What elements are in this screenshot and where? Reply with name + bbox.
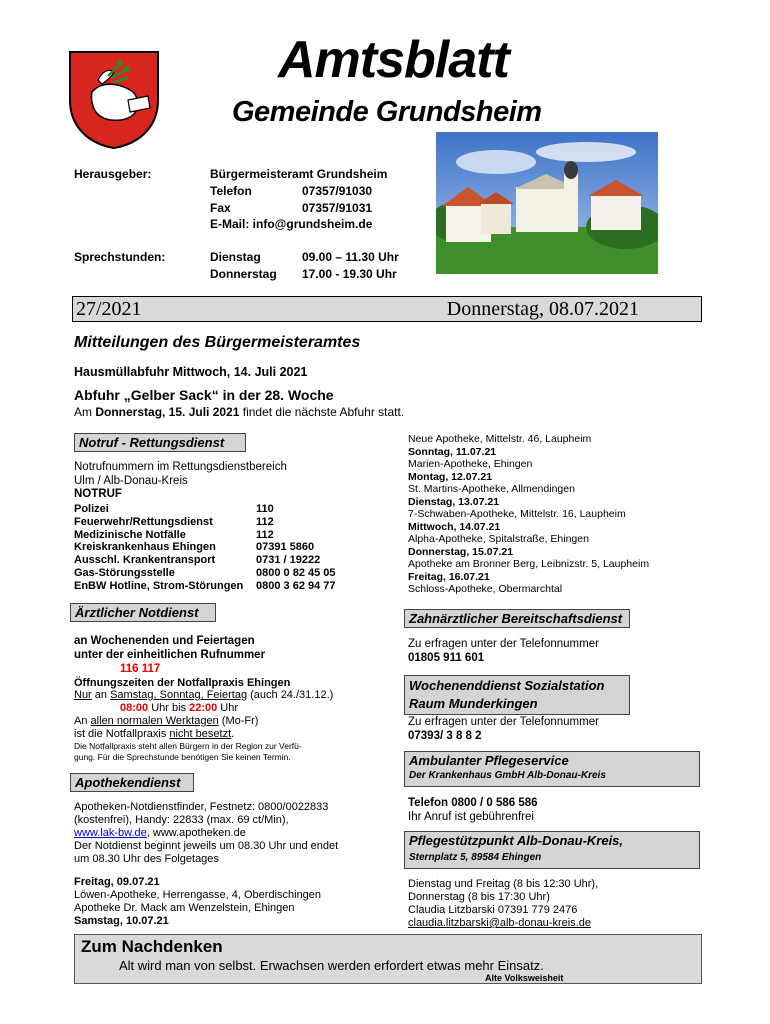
- arzt-line-5: 08:00 Uhr bis 22:00 Uhr: [120, 702, 239, 714]
- arzt-line-6: An allen normalen Werktagen (Mo-Fr): [74, 715, 259, 727]
- email-line: E-Mail: info@grundsheim.de: [210, 217, 373, 231]
- table-row: Medizinische Notfälle 112: [74, 528, 274, 541]
- zahn-number: 01805 911 601: [408, 652, 485, 664]
- hours-day-2: Donnerstag: [210, 267, 277, 281]
- table-row: EnBW Hotline, Strom-Störungen 0800 3 62 94 77: [74, 579, 336, 592]
- coat-of-arms-logo: [68, 50, 160, 150]
- list-item: 7-Schwaben-Apotheke, Mittelstr. 16, Laupheim: [408, 508, 626, 520]
- apotheken-d1-b: Apotheke Dr. Mack am Wenzelstein, Ehingen: [74, 902, 295, 914]
- stuetz-line-3: Claudia Litzbarski 07391 779 2476: [408, 904, 578, 916]
- hours-time-1: 09.00 – 11.30 Uhr: [302, 250, 399, 264]
- apotheken-line-3: www.lak-bw.de, www.apotheken.de: [74, 827, 246, 839]
- apotheken-line-4: Der Notdienst beginnt jeweils um 08.30 Uhr und endet: [74, 840, 339, 852]
- arzt-line-7: ist die Notfallpraxis nicht besetzt.: [74, 728, 235, 740]
- arzt-heading: Ärztlicher Notdienst: [70, 603, 216, 622]
- table-row: Kreiskrankenhaus Ehingen 07391 5860: [74, 541, 315, 554]
- apotheken-line-5: um 08.30 Uhr des Folgetages: [74, 853, 219, 865]
- pflege-heading: Ambulanter Pflegeservice Der Krankenhaus GmbH Alb-Donau-Kreis: [404, 751, 700, 787]
- apotheken-list-right: [408, 433, 649, 596]
- notruf-intro-1: Notrufnummern im Rettungsdienstbereich: [74, 461, 287, 473]
- arzt-line-2: unter der einheitlichen Rufnummer: [74, 649, 266, 661]
- stuetz-heading: Pflegestützpunkt Alb-Donau-Kreis, Sternplatz 5, 89584 Ehingen: [404, 831, 700, 869]
- publisher-name: Bürgermeisteramt Grundsheim: [210, 167, 388, 181]
- quote-heading: Zum Nachdenken: [81, 937, 223, 956]
- sozial-heading: Wochenenddienst Sozialstation Raum Munderkingen: [404, 675, 630, 715]
- hours-day-1: Dienstag: [210, 250, 261, 264]
- hours-time-2: 17.00 - 19.30 Uhr: [302, 267, 397, 281]
- apotheken-line-1: Apotheken-Notdienstfinder, Festnetz: 0800/0022833: [74, 801, 329, 813]
- apotheken-date-2: Samstag, 10.07.21: [74, 915, 169, 927]
- notruf-table: [74, 503, 374, 593]
- table-row: Feuerwehr/Rettungsdienst 112: [74, 515, 274, 528]
- phone-value: 07357/91030: [302, 184, 373, 198]
- issue-date: Donnerstag, 08.07.2021: [446, 298, 639, 320]
- arzt-line-1: an Wochenenden und Feiertagen: [74, 635, 255, 647]
- list-item: Apotheke am Bronner Berg, Leibnizstr. 5, Laupheim: [408, 558, 650, 570]
- pflege-phone: Telefon 0800 / 0 586 586: [408, 797, 538, 809]
- apotheken-d1-a: Löwen-Apotheke, Herrengasse, 4, Oberdischingen: [74, 889, 322, 901]
- stuetz-line-1: Dienstag und Freitag (8 bis 12:30 Uhr),: [408, 878, 599, 890]
- quote-source: Alte Volksweisheit: [485, 973, 564, 983]
- list-item: Dienstag, 13.07.21: [408, 495, 500, 508]
- list-item: Mittwoch, 14.07.21: [408, 520, 501, 533]
- gelber-sack-heading: Abfuhr „Gelber Sack“ in der 28. Woche: [74, 387, 334, 403]
- list-item: Marien-Apotheke, Ehingen: [408, 458, 533, 470]
- abfuhr-line: Am Donnerstag, 15. Juli 2021 findet die nächste Abfuhr statt.: [74, 405, 405, 419]
- quote-box: [74, 934, 702, 984]
- pflege-free: Ihr Anruf ist gebührenfrei: [408, 811, 534, 823]
- quote-text: Alt wird man von selbst. Erwachsen werden erfordert etwas mehr Einsatz.: [119, 958, 544, 973]
- village-photo: [436, 132, 658, 274]
- list-item: Sonntag, 11.07.21: [408, 445, 497, 458]
- list-item: Neue Apotheke, Mittelstr. 46, Laupheim: [408, 433, 592, 445]
- arzt-small-1: Die Notfallpraxis steht allen Bürgern in der Region zur Verfü-: [74, 741, 302, 751]
- lak-bw-link[interactable]: www.lak-bw.de: [74, 827, 147, 839]
- table-row: Gas-Störungsstelle 0800 0 82 45 05: [74, 566, 336, 579]
- notruf-intro-2: Ulm / Alb-Donau-Kreis: [74, 475, 188, 487]
- list-item: St. Martins-Apotheke, Allmendingen: [408, 483, 575, 495]
- hours-label: Sprechstunden:: [74, 250, 166, 264]
- list-item: Freitag, 16.07.21: [408, 570, 490, 583]
- list-item: Alpha-Apotheke, Spitalstraße, Ehingen: [408, 533, 589, 545]
- arzt-number: 116 117: [120, 663, 161, 675]
- stuetz-line-2: Donnerstag (8 bis 17:30 Uhr): [408, 891, 550, 903]
- masthead-title: Amtsblatt: [278, 31, 509, 89]
- issue-bar: [72, 296, 702, 322]
- apotheken-heading: Apothekendienst: [70, 773, 194, 792]
- list-item: Montag, 12.07.21: [408, 470, 493, 483]
- issue-number: 27/2021: [76, 298, 142, 320]
- mitteilungen-heading: Mitteilungen des Bürgermeisteramtes: [74, 334, 361, 351]
- apotheken-date-1: Freitag, 09.07.21: [74, 876, 160, 888]
- masthead-subtitle: Gemeinde Grundsheim: [232, 96, 542, 128]
- publisher-label: Herausgeber:: [74, 167, 152, 181]
- arzt-small-2: gung. Für die Sprechstunde benötigen Sie keinen Termin.: [74, 752, 291, 762]
- zahn-line-1: Zu erfragen unter der Telefonnummer: [408, 638, 599, 650]
- arzt-line-4: Nur an Samstag, Sonntag, Feiertag (auch 24./31.12.): [74, 689, 334, 701]
- phone-label: Telefon: [210, 184, 252, 198]
- list-item: Donnerstag, 15.07.21: [408, 545, 514, 558]
- sozial-line-1: Zu erfragen unter der Telefonnummer: [408, 716, 599, 728]
- table-row: Ausschl. Krankentransport 0731 / 19222: [74, 554, 321, 567]
- stuetz-email[interactable]: claudia.litzbarski@alb-donau-kreis.de: [408, 917, 591, 929]
- apotheken-line-2: (kostenfrei), Handy: 22833 (max. 69 ct/Min),: [74, 814, 289, 826]
- table-row: Polizei 110: [74, 503, 274, 515]
- notruf-label: NOTRUF: [74, 488, 122, 500]
- notfallpraxis-heading: Öffnungszeiten der Notfallpraxis Ehingen: [74, 677, 291, 689]
- fax-label: Fax: [210, 201, 231, 215]
- hausmuell-line: Hausmüllabfuhr Mittwoch, 14. Juli 2021: [74, 365, 308, 379]
- notruf-heading: Notruf - Rettungsdienst: [74, 433, 246, 452]
- list-item: Schloss-Apotheke, Obermarchtal: [408, 583, 563, 595]
- zahn-heading: Zahnärztlicher Bereitschaftsdienst: [404, 609, 630, 628]
- fax-value: 07357/91031: [302, 201, 373, 215]
- sozial-number: 07393/ 3 8 8 2: [408, 730, 482, 742]
